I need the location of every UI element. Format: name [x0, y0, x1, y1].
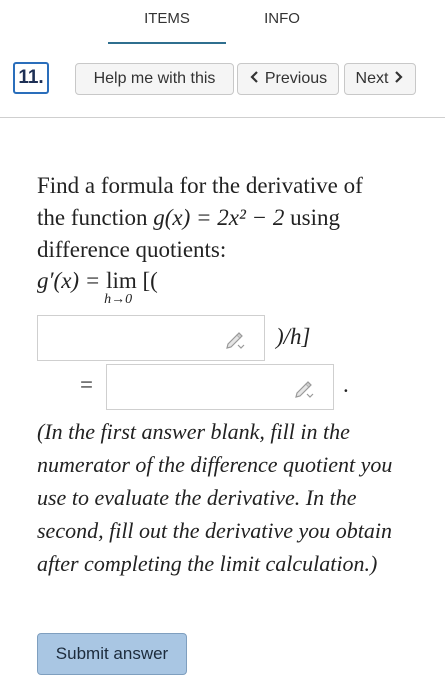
- limit-open-bracket: [(: [136, 268, 158, 293]
- next-button[interactable]: [344, 63, 416, 95]
- help-button[interactable]: Help me with this: [75, 63, 234, 95]
- question-number: 11.: [13, 62, 49, 94]
- question-toolbar: [0, 60, 445, 106]
- instruction-line: second, fill out the derivative you obtain: [37, 518, 392, 543]
- toolbar-divider: [0, 117, 445, 118]
- question-line-2-suffix: using: [284, 205, 341, 230]
- question-text: [37, 170, 417, 266]
- submit-answer-button[interactable]: Submit answer: [37, 633, 187, 675]
- pencil-icon[interactable]: [293, 377, 315, 399]
- chevron-left-icon: [249, 70, 261, 89]
- next-label: Next: [355, 70, 389, 87]
- instruction-line: use to evaluate the derivative. In the: [37, 485, 357, 510]
- instruction-line: after completing the limit calculation.): [37, 551, 378, 576]
- derivative-lhs: g′(x) =: [37, 268, 107, 293]
- tab-bar: [0, 0, 445, 46]
- equals-sign: =: [80, 372, 93, 397]
- numerator-answer-field[interactable]: [37, 315, 265, 361]
- question-line-1: Find a formula for the derivative of: [37, 173, 363, 198]
- final-period: .: [343, 372, 349, 397]
- pencil-icon[interactable]: [224, 328, 246, 350]
- tab-items[interactable]: ITEMS: [144, 10, 190, 27]
- limit-subscript: h→0: [104, 292, 133, 307]
- quotient-close: )/h]: [276, 324, 311, 349]
- instruction-line: (In the first answer blank, fill in the: [37, 419, 350, 444]
- previous-button[interactable]: [237, 63, 339, 95]
- chevron-right-icon: [392, 70, 404, 89]
- question-line-2: [37, 202, 417, 234]
- instructions-text: [37, 415, 417, 580]
- previous-label: Previous: [264, 70, 328, 87]
- limit-expression: [37, 268, 158, 307]
- question-line-3: difference quotients:: [37, 237, 227, 262]
- limit-operator: [104, 268, 137, 307]
- question-line-2-prefix: the function: [37, 205, 154, 230]
- function-formula: g(x) = 2x² − 2: [153, 205, 285, 230]
- active-tab-indicator: [108, 42, 226, 44]
- derivative-answer-field[interactable]: [106, 364, 334, 410]
- limit-word: lim: [106, 268, 137, 293]
- tab-info[interactable]: INFO: [264, 10, 300, 27]
- instruction-line: numerator of the difference quotient you: [37, 452, 393, 477]
